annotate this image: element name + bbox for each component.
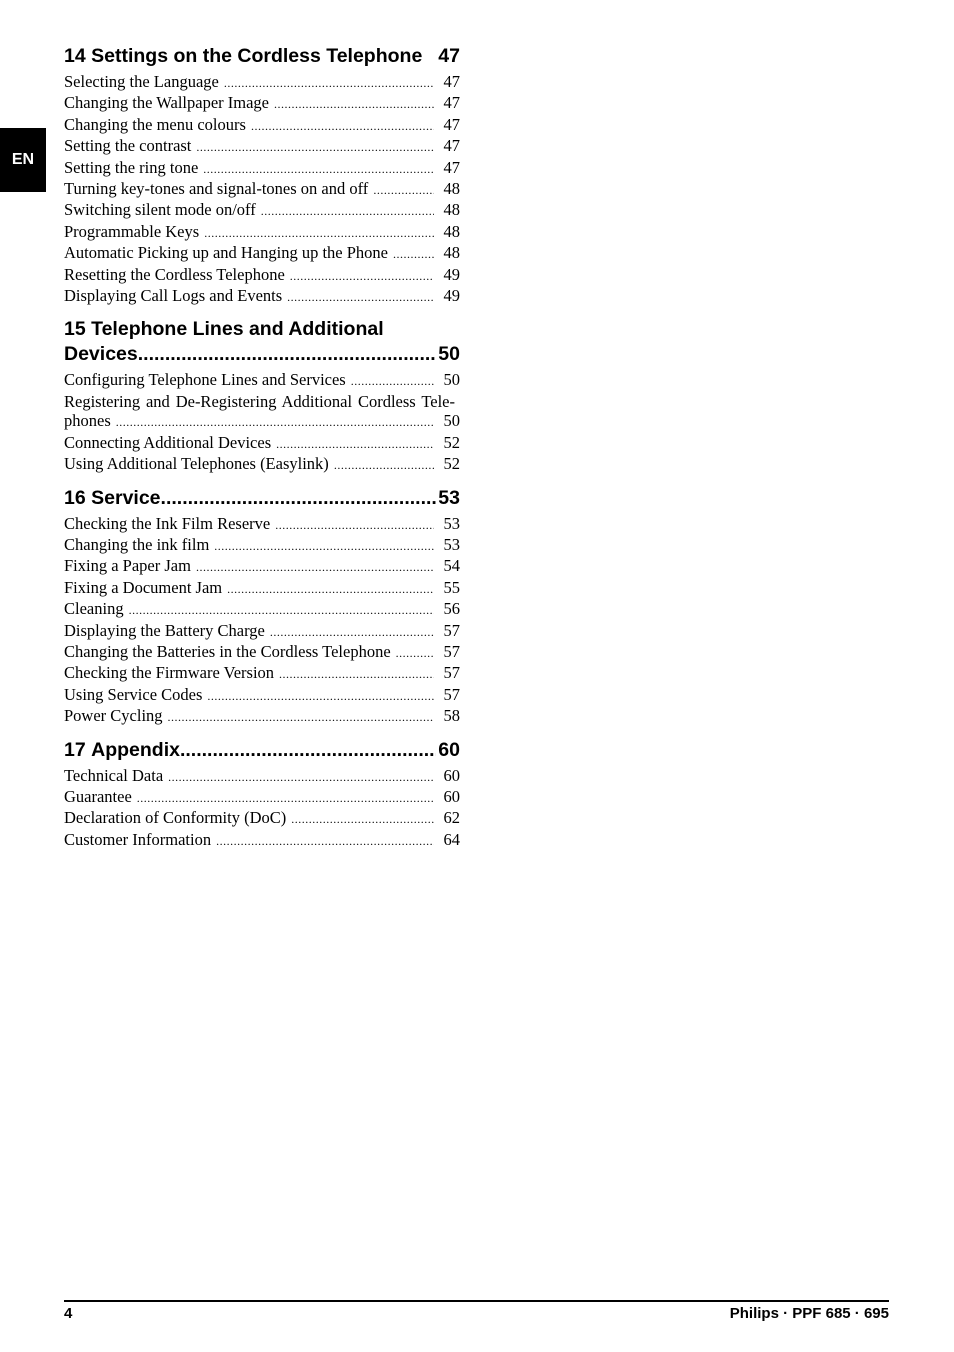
toc-entry[interactable] <box>64 663 460 684</box>
toc-entry[interactable] <box>64 265 460 286</box>
toc-entry[interactable] <box>64 642 460 663</box>
entry-label: Changing the menu colours <box>64 114 246 134</box>
footer-product-name: Philips · PPF 685 · 695 <box>729 1305 889 1322</box>
toc-entry[interactable] <box>64 685 460 706</box>
section-title: Settings on the Cordless Telephone <box>91 45 423 67</box>
leader-dots <box>276 435 434 454</box>
entry-label: Cleaning <box>64 599 124 619</box>
entry-label: Using Additional Telephones (Easylink) <box>64 454 329 474</box>
entry-label: Changing the Wallpaper Image <box>64 93 270 113</box>
entry-page: 57 <box>443 663 460 683</box>
entry-label: Turning key-tones and signal-tones on and off <box>64 179 369 199</box>
toc-section-17 <box>64 738 460 852</box>
entry-page: 50 <box>443 370 460 390</box>
entry-label: Connecting Additional Devices <box>64 432 272 452</box>
section-title: Service <box>91 486 161 509</box>
section-title-line1: Telephone Lines and Additional <box>91 318 384 341</box>
toc-entry[interactable] <box>64 830 460 851</box>
entry-page: 47 <box>443 114 460 134</box>
toc-entry[interactable] <box>64 454 460 475</box>
toc-entry[interactable] <box>64 535 460 556</box>
toc-entries <box>64 514 460 728</box>
footer-page-number: 4 <box>64 1305 73 1322</box>
entry-label: Changing the ink film <box>64 534 210 554</box>
toc-entry[interactable] <box>64 115 460 136</box>
toc-entry-wrapped-line[interactable] <box>64 392 460 411</box>
leader-dots <box>204 224 434 243</box>
section-number: 14 <box>64 45 86 67</box>
toc-entries <box>64 370 460 475</box>
section-page: 50 <box>438 343 460 366</box>
entry-page: 47 <box>443 157 460 177</box>
toc-entry[interactable] <box>64 158 460 179</box>
leader-dots <box>270 623 434 642</box>
entry-page: 47 <box>443 72 460 91</box>
entry-page: 47 <box>443 93 460 113</box>
leader-dots <box>129 601 434 620</box>
leader-dots <box>168 708 434 727</box>
entry-label: Setting the ring tone <box>64 157 199 177</box>
entry-page: 57 <box>443 641 460 661</box>
entry-page: 48 <box>443 243 460 263</box>
leader-dots <box>334 456 434 475</box>
toc-entry[interactable] <box>64 706 460 727</box>
toc-entry[interactable] <box>64 621 460 642</box>
leader-dots <box>287 288 434 307</box>
entry-page: 49 <box>443 286 460 306</box>
toc-entry[interactable] <box>64 787 460 808</box>
entry-page: 54 <box>443 556 460 576</box>
section-page: 60 <box>438 738 460 761</box>
entry-label: Customer Information <box>64 829 212 849</box>
leader-dots <box>216 832 434 851</box>
leader-dots <box>137 789 434 808</box>
entry-label-line1: Registering and De-Registering Additional Cordless Tele- <box>64 391 455 411</box>
entry-label: Declaration of Conformity (DoC) <box>64 808 287 828</box>
section-heading[interactable] <box>64 317 460 367</box>
entry-page: 55 <box>443 577 460 597</box>
leader-dots <box>180 738 436 763</box>
entry-label: Checking the Firmware Version <box>64 663 275 683</box>
entry-page: 52 <box>443 454 460 474</box>
toc-entries <box>64 72 460 307</box>
entry-label: Switching silent mode on/off <box>64 200 256 220</box>
leader-dots <box>279 665 434 684</box>
toc-entry[interactable] <box>64 411 460 432</box>
toc-section-16 <box>64 486 460 728</box>
entry-page: 53 <box>443 513 460 533</box>
entry-page: 47 <box>443 136 460 156</box>
section-page: 47 <box>438 45 460 67</box>
leader-dots <box>251 117 434 136</box>
entry-label: phones <box>64 411 111 431</box>
entry-page: 49 <box>443 264 460 284</box>
entry-label: Programmable Keys <box>64 221 200 241</box>
leader-dots <box>227 580 434 599</box>
toc-section-15 <box>64 317 460 475</box>
leader-dots <box>275 516 434 535</box>
entry-label: Using Service Codes <box>64 684 203 704</box>
toc-entry[interactable] <box>64 200 460 221</box>
toc-entry[interactable] <box>64 72 460 93</box>
leader-dots <box>203 160 434 179</box>
entry-page: 52 <box>443 432 460 452</box>
entry-label: Displaying Call Logs and Events <box>64 286 283 306</box>
leader-dots <box>396 644 434 663</box>
entry-label: Displaying the Battery Charge <box>64 620 265 640</box>
entry-label: Automatic Picking up and Hanging up the Phone <box>64 243 388 263</box>
entry-label: Technical Data <box>64 765 164 785</box>
entry-page: 64 <box>443 829 460 849</box>
toc-section-14 <box>64 44 460 307</box>
leader-dots <box>274 95 434 114</box>
entry-page: 48 <box>443 221 460 241</box>
entry-page: 60 <box>443 786 460 806</box>
toc-entry[interactable] <box>64 222 460 243</box>
section-number: 16 <box>64 486 86 509</box>
leader-dots <box>224 74 434 93</box>
entry-page: 48 <box>443 179 460 199</box>
toc-entry[interactable] <box>64 578 460 599</box>
leader-dots <box>393 245 434 264</box>
entry-page: 57 <box>443 620 460 640</box>
entry-label: Changing the Batteries in the Cordless Telephone <box>64 641 391 661</box>
toc-entries <box>64 766 460 852</box>
leader-dots <box>116 413 434 432</box>
leader-dots <box>168 768 434 787</box>
entry-page: 56 <box>443 599 460 619</box>
toc-entry[interactable] <box>64 136 460 157</box>
table-of-contents <box>64 44 460 861</box>
entry-page: 60 <box>443 765 460 785</box>
toc-entry[interactable] <box>64 370 460 391</box>
toc-entry[interactable] <box>64 243 460 264</box>
toc-entry[interactable] <box>64 286 460 307</box>
leader-dots <box>351 372 434 391</box>
toc-entry[interactable] <box>64 433 460 454</box>
entry-page: 53 <box>443 534 460 554</box>
leader-dots <box>214 537 434 556</box>
leader-dots <box>207 687 434 706</box>
leader-dots <box>261 202 434 221</box>
section-heading[interactable] <box>64 486 460 511</box>
section-number: 15 <box>64 318 86 341</box>
entry-label: Resetting the Cordless Telephone <box>64 264 285 284</box>
toc-entry[interactable] <box>64 556 460 577</box>
toc-entry[interactable] <box>64 766 460 787</box>
section-heading[interactable] <box>64 738 460 763</box>
leader-dots <box>196 558 434 577</box>
entry-label: Fixing a Document Jam <box>64 577 223 597</box>
section-title: Appendix <box>91 738 180 761</box>
toc-entry[interactable] <box>64 599 460 620</box>
entry-label: Setting the contrast <box>64 136 192 156</box>
leader-dots <box>290 267 434 286</box>
entry-page: 62 <box>443 808 460 828</box>
entry-label: Configuring Telephone Lines and Services <box>64 370 346 390</box>
section-number: 17 <box>64 738 86 761</box>
leader-dots <box>196 138 434 157</box>
toc-entry[interactable] <box>64 514 460 535</box>
entry-label: Guarantee <box>64 786 132 806</box>
leader-dots <box>138 342 437 367</box>
leader-dots <box>373 181 434 200</box>
toc-entry[interactable] <box>64 808 460 829</box>
entry-label: Fixing a Paper Jam <box>64 556 191 576</box>
entry-label: Checking the Ink Film Reserve <box>64 513 271 533</box>
section-heading[interactable] <box>64 44 460 69</box>
entry-page: 58 <box>443 706 460 726</box>
section-title-line2: Devices <box>64 343 138 366</box>
language-tab: EN <box>0 128 46 192</box>
leader-dots <box>291 810 434 829</box>
footer-divider <box>64 1300 889 1302</box>
leader-dots <box>161 486 437 511</box>
toc-entry[interactable] <box>64 179 460 200</box>
entry-label: Selecting the Language <box>64 72 219 91</box>
entry-page: 50 <box>443 411 460 431</box>
toc-entry[interactable] <box>64 93 460 114</box>
section-page: 53 <box>438 486 460 509</box>
entry-label: Power Cycling <box>64 706 163 726</box>
entry-page: 57 <box>443 684 460 704</box>
entry-page: 48 <box>443 200 460 220</box>
